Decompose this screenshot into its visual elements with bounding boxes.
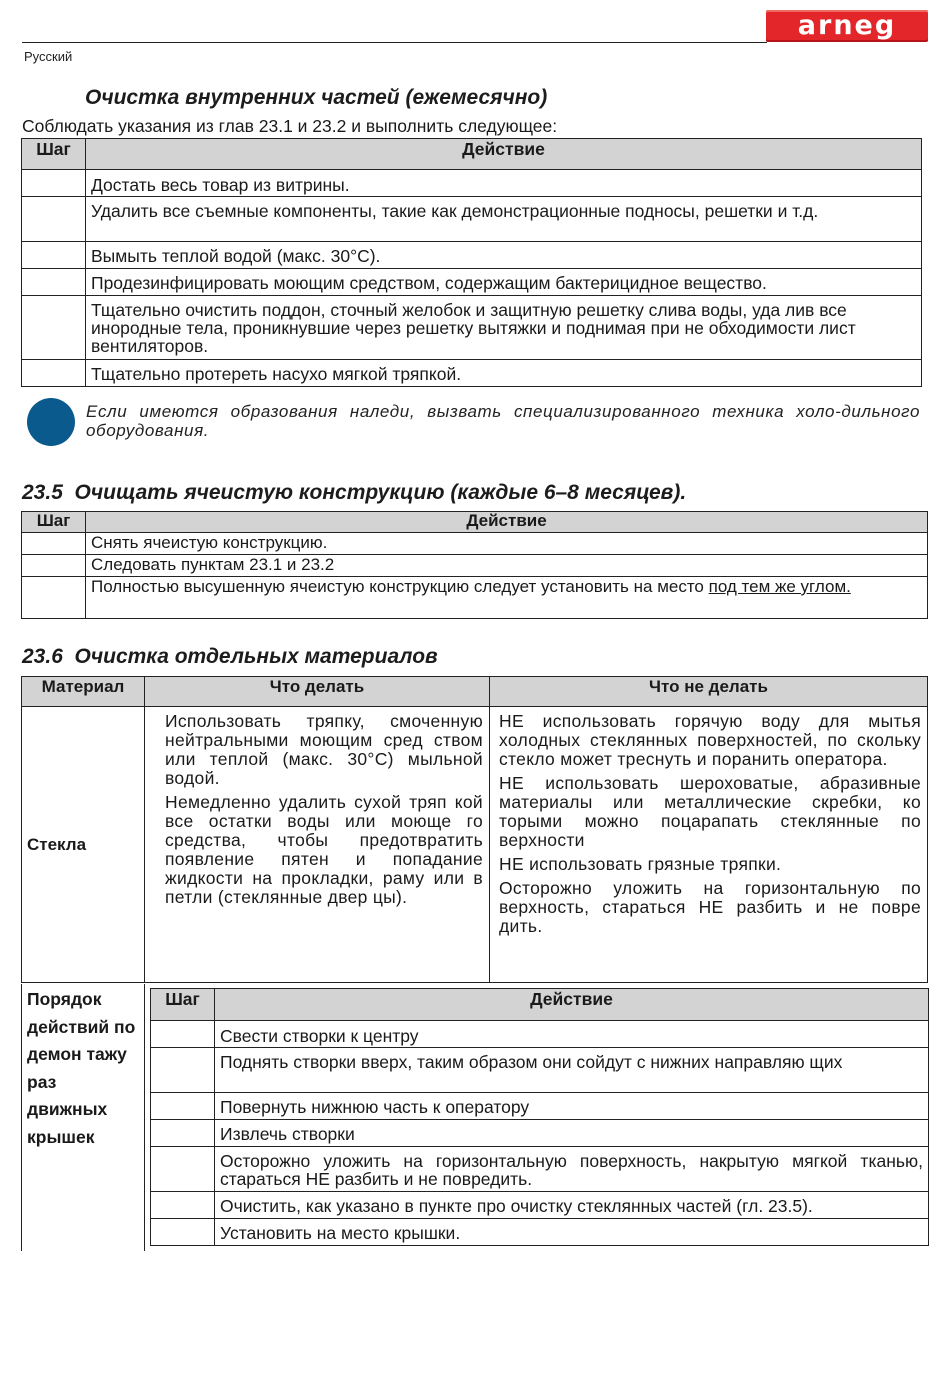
section-title: Очищать ячеистую конструкцию (каждые 6–8 месяцев). [74,481,687,504]
honeycomb-steps-table [21,511,928,619]
column-header-step: Шаг [22,512,86,533]
table-row [151,1093,929,1120]
section-number: 23.5 [22,481,63,504]
material-cell: Стекла [22,707,145,983]
step-cell [22,242,86,269]
step-cell [22,555,86,577]
action-cell: Очистить, как указано в пункте про очистку стеклянных частей (гл. 23.5). [215,1192,929,1219]
table-row [151,1021,929,1048]
table-row [22,555,928,577]
action-cell: Свести створки к центру [215,1021,929,1048]
step-cell [22,360,86,387]
step-cell [151,1147,215,1192]
step-cell [151,1093,215,1120]
table-row-glass [22,707,928,983]
dont-item: Осторожно уложить на горизонтальную по верхность, стараться НЕ разбить и не повре дить. [499,878,921,936]
table-row [22,242,922,269]
dont-item: НЕ использовать горячую воду для мытья холодных стеклянных поверхностей, по скольку стекло может треснуть и поранить оператора. [499,711,921,769]
table-row [151,1147,929,1192]
step-cell [151,1120,215,1147]
step-cell [22,170,86,197]
do-cell [145,707,490,983]
material-cell-lids: Порядок действий по демон тажу раз движных крышек [27,989,136,1147]
info-circle-icon [27,398,75,446]
table-row [22,360,922,387]
action-cell: Поднять створки вверх, таким образом они сойдут с нижних направляю щих [215,1048,929,1093]
step-cell [151,1192,215,1219]
section-intro: Соблюдать указания из глав 23.1 и 23.2 и выполнить следующее: [22,116,558,136]
action-cell: Извлечь створки [215,1120,929,1147]
table-row [22,533,928,555]
table-row [151,1120,929,1147]
column-header-material: Материал [22,677,145,707]
monthly-steps-table [21,138,922,387]
table-row [22,577,928,619]
step-cell [22,296,86,360]
step-cell [151,1219,215,1246]
lids-steps-table [150,988,929,1246]
step-cell [22,269,86,296]
dont-item: НЕ использовать грязные тряпки. [499,854,782,874]
do-item: Немедленно удалить сухой тряп кой все остатки воды или моюще го средства, чтобы предотвратить появление пятен и попадание жидкости на прокладки, раму или в петли (стеклянные двер цы). [165,792,483,907]
column-header-dont: Что не делать [490,677,928,707]
action-cell: Удалить все съемные компоненты, такие как демонстрационные подносы, решетки и т.д. [86,197,922,242]
brand-logo: arneg [766,10,928,42]
step-cell [151,1048,215,1093]
header-divider [22,42,767,43]
row-border-left [21,984,22,1251]
column-header-action: Действие [215,989,929,1021]
action-cell: Установить на место крышки. [215,1219,929,1246]
action-cell [86,577,928,619]
step-cell [151,1021,215,1048]
section-title: Очистка отдельных материалов [74,645,438,668]
table-row [151,1192,929,1219]
action-text: Полностью высушенную ячеистую конструкцию следует установить на место [91,577,709,596]
section-title-monthly: Очистка внутренних частей (ежемесячно) [85,86,548,109]
note-text: Если имеются образования наледи, вызвать специализированного техника холо-дильного оборудования. [86,402,920,440]
action-cell: Снять ячеистую конструкцию. [86,533,928,555]
column-header-step: Шаг [22,139,86,170]
table-row [22,296,922,360]
row-border-mid [144,984,145,1251]
table-row [151,1219,929,1246]
table-row [151,1048,929,1093]
step-cell [22,533,86,555]
column-header-action: Действие [86,139,922,170]
step-cell [22,197,86,242]
action-cell: Повернуть нижнюю часть к оператору [215,1093,929,1120]
underlined-text: под тем же углом. [708,577,851,596]
step-cell [22,577,86,619]
action-cell: Осторожно уложить на горизонтальную поверхность, накрытую мягкой тканью, стараться НЕ разбить и не повредить. [215,1147,929,1192]
materials-table [21,676,928,983]
do-item: Использовать тряпку, смоченную нейтральными моющим сред ством или теплой (макс. 30°C) мыльной водой. [165,711,483,788]
column-header-do: Что делать [145,677,490,707]
section-title-23-6 [22,645,438,669]
dont-cell [490,707,928,983]
action-cell: Следовать пунктам 23.1 и 23.2 [86,555,928,577]
action-cell: Продезинфицировать моющим средством, содержащим бактерицидное вещество. [86,269,922,296]
table-row [22,269,922,296]
table-row [22,197,922,242]
action-cell: Тщательно очистить поддон, сточный желобок и защитную решетку слива воды, уда лив все инородные тела, проникнувшие через решетку вытяжки и поднимая при не обходимости лист вентиляторов. [86,296,922,360]
dont-item: НЕ использовать шероховатые, абразивные материалы или металлические скребки, ко торыми можно поцарапать стеклянные по верхности [499,773,921,850]
action-cell: Тщательно протереть насухо мягкой тряпкой. [86,360,922,387]
action-cell: Достать весь товар из витрины. [86,170,922,197]
action-cell: Вымыть теплой водой (макс. 30°C). [86,242,922,269]
section-number: 23.6 [22,645,63,668]
table-row [22,170,922,197]
column-header-action: Действие [86,512,928,533]
section-title-23-5 [22,481,686,505]
column-header-step: Шаг [151,989,215,1021]
language-label: Русский [24,49,73,64]
